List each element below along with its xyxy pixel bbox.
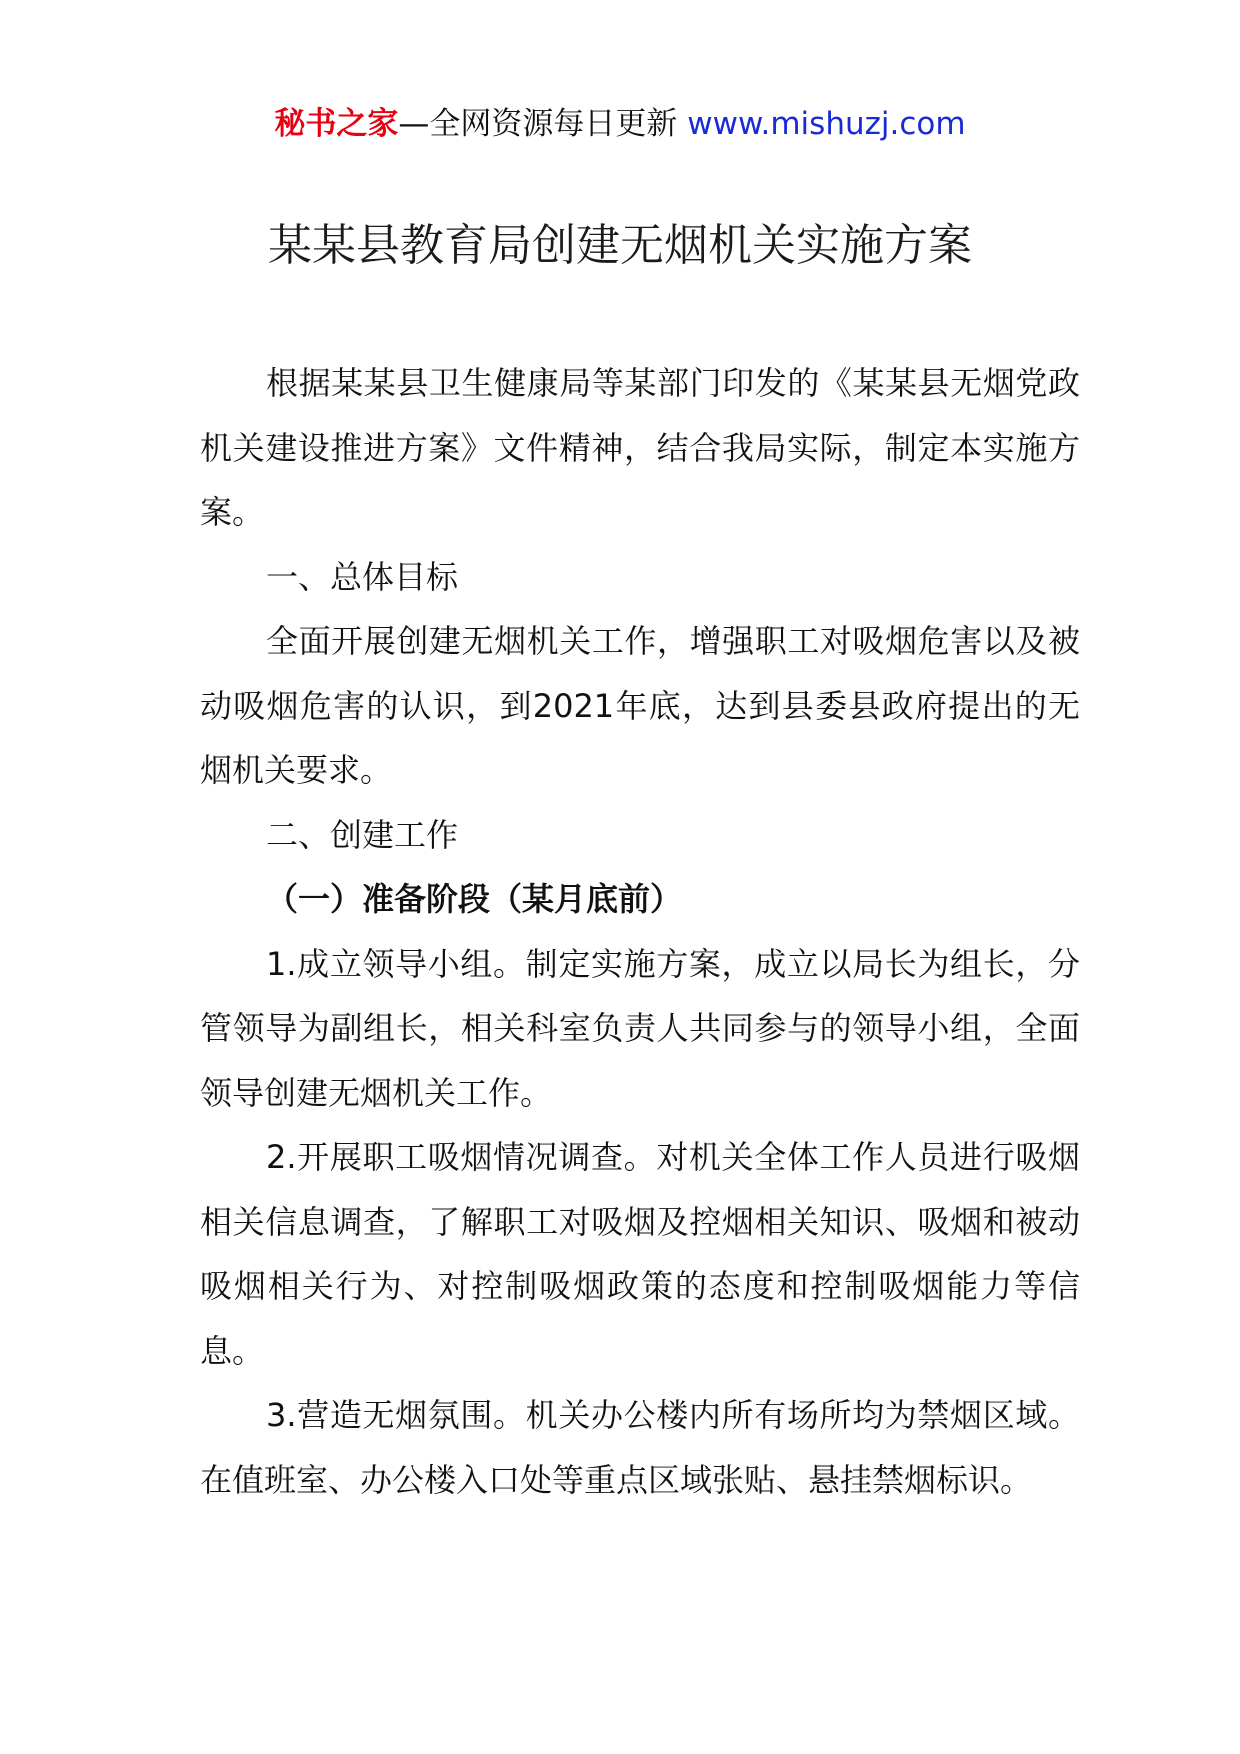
item-leading-group: 1.成立领导小组。制定实施方案，成立以局长为组长，分管领导为副组长，相关科室负责人共同参与的领导小组，全面领导创建无烟机关工作。 — [200, 944, 1080, 1112]
intro-paragraph: 根据某某县卫生健康局等某部门印发的《某某县无烟党政机关建设推进方案》文件精神，结合我局实际，制定本实施方案。 — [200, 364, 1080, 531]
site-brand: 秘书之家 — [274, 106, 399, 142]
document-title: 某某县教育局创建无烟机关实施方案 — [268, 220, 972, 271]
document-body — [200, 351, 1080, 1512]
goal-paragraph: 全面开展创建无烟机关工作，增强职工对吸烟危害以及被动吸烟危害的认识，到2021年底，达到县委县政府提出的无烟机关要求。 — [200, 622, 1080, 789]
site-header — [0, 100, 1240, 148]
item-smoke-free-atmosphere: 3.营造无烟氛围。机关办公楼内所有场所均为禁烟区域。在值班室、办公楼入口处等重点区域张贴、悬挂禁烟标识。 — [200, 1396, 1080, 1499]
site-url[interactable]: www.mishuzj.com — [687, 106, 966, 142]
section-heading-creation-work: 二、创建工作 — [266, 815, 459, 854]
site-slogan: —全网资源每日更新 — [398, 106, 688, 142]
item-smoking-survey: 2.开展职工吸烟情况调查。对机关全体工作人员进行吸烟相关信息调查，了解职工对吸烟及控烟相关知识、吸烟和被动吸烟相关行为、对控制吸烟政策的态度和控制吸烟能力等信息。 — [200, 1138, 1080, 1370]
section-heading-overall-goal: 一、总体目标 — [266, 557, 459, 596]
subsection-heading-preparation: （一）准备阶段（某月底前） — [266, 880, 683, 918]
